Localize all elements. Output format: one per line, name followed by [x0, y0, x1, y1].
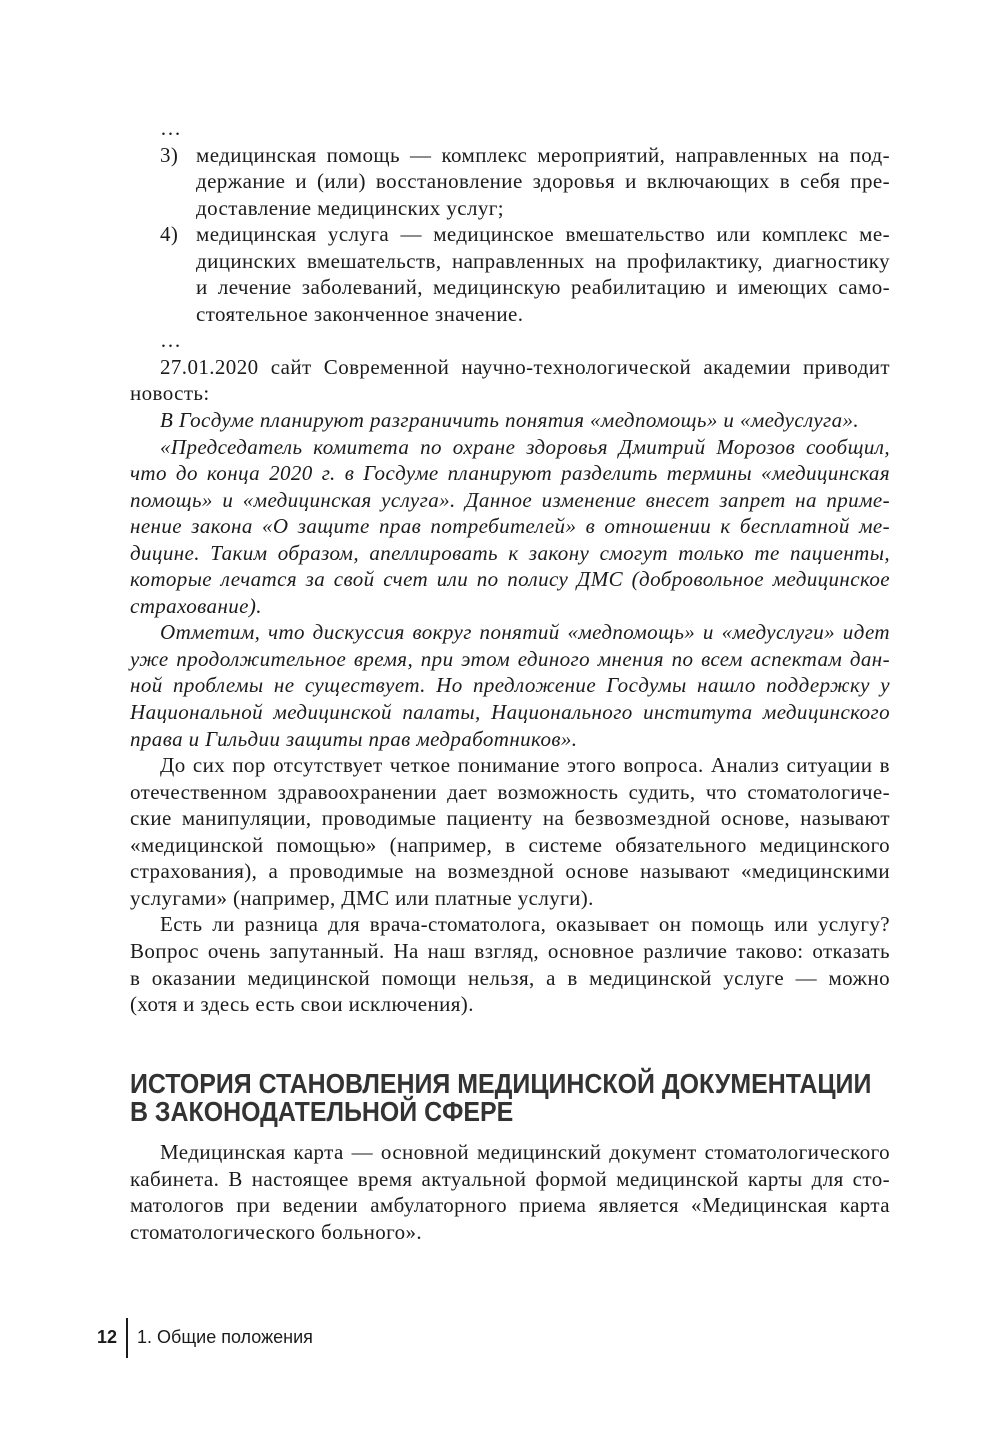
main-text-column	[130, 115, 890, 1018]
list-item-3-line-1: медицинская помощь — комплекс мероприятий, направленных на под-	[196, 142, 890, 167]
p2-line-1: Есть ли разница для врача-стоматолога, оказывает он помощь или услугу?	[160, 912, 890, 937]
p1-line-2: отечественном здравоохранении дает возможность судить, что стоматологиче-	[130, 779, 890, 804]
quote-p1-line-5: дицине. Таким образом, апеллировать к закону смогут только те пациенты,	[130, 540, 890, 565]
intro-line-2: новость:	[130, 381, 210, 406]
list-item-4-line-1: медицинская услуга — медицинское вмешательство или комплекс ме-	[196, 222, 890, 247]
list-item-4	[160, 221, 890, 327]
quote-p2-line-4: Национальной медицинской палаты, Национального института медицинского	[130, 700, 890, 725]
section-p-line-2: кабинета. В настоящее время актуальной формой медицинской карты для сто-	[130, 1166, 890, 1191]
p2-line-3: в оказании медицинской помощи нельзя, а в медицинской услуге — можно	[130, 965, 890, 990]
body-paragraph-1	[130, 752, 890, 911]
p2-line-2: Вопрос очень запутанный. На наш взгляд, основное различие таково: отказать	[130, 938, 890, 963]
quote-p1-line-7: страхование).	[130, 593, 262, 618]
section-heading	[130, 1070, 963, 1126]
list-item-4-line-4: стоятельное законченное значение.	[196, 301, 524, 326]
p1-line-6: услугами» (например, ДМС или платные услуги).	[130, 885, 594, 910]
quote-paragraph-1	[130, 434, 890, 620]
body-paragraph-2	[130, 911, 890, 1017]
p1-line-3: ские манипуляции, проводимые пациенту на безвозмездной основе, называют	[130, 806, 890, 831]
news-quote	[130, 407, 890, 752]
footer-divider	[126, 1318, 128, 1358]
section-p-line-3: матологов при ведении амбулаторного приема является «Медицинская карта	[130, 1193, 890, 1218]
list-item-3	[160, 142, 890, 222]
intro-line-1: 27.01.2020 сайт Современной научно-технологической академии приводит	[160, 354, 890, 379]
p1-line-1: До сих пор отсутствует четкое понимание этого вопроса. Анализ ситуации в	[160, 753, 890, 778]
section-p-line-1: Медицинская карта — основной медицинский документ стоматологического	[160, 1140, 890, 1164]
quote-p1-line-3: помощь» и «медицинская услуга». Данное изменение внесет запрет на приме-	[130, 487, 890, 512]
quote-p1-line-1: «Председатель комитета по охране здоровья Дмитрий Морозов сообщил,	[160, 434, 890, 459]
list-item-3-line-3: доставление медицинских услуг;	[196, 195, 504, 220]
list-item-4-line-2: дицинских вмешательств, направленных на профилактику, диагностику	[196, 248, 890, 273]
page-number: 12	[97, 1327, 118, 1347]
list-item-3-line-2: держание и (или) восстановление здоровья и включающих в себя пре-	[196, 169, 890, 194]
section-text-column	[130, 1139, 890, 1245]
intro-paragraph	[130, 354, 890, 407]
p2-line-4: (хотя и здесь есть свои исключения).	[130, 992, 474, 1017]
ellipsis-top: …	[160, 116, 182, 140]
quote-title: В Госдуме планируют разграничить понятия «медпомощь» и «медуслуга».	[160, 408, 860, 433]
section-heading-line-2: В ЗАКОНОДАТЕЛЬНОЙ СФЕРЕ	[130, 1096, 514, 1127]
p1-line-5: страхования), а проводимые на возмездной основе называют «медицинскими	[130, 859, 890, 884]
section-p-line-4: стоматологического больного».	[130, 1219, 423, 1244]
quote-p1-line-2: что до конца 2020 г. в Госдуме планируют разделить термины «медицинская	[130, 461, 890, 486]
section-heading-line-1: ИСТОРИЯ СТАНОВЛЕНИЯ МЕДИЦИНСКОЙ ДОКУМЕНТАЦИИ	[130, 1068, 872, 1099]
quote-p2-line-3: ной проблемы не существует. Но предложение Госдумы нашло поддержку у	[130, 673, 890, 698]
quote-p2-line-2: уже продолжительное время, при этом единого мнения по всем аспектам дан-	[130, 646, 890, 671]
quote-p1-line-4: нение закона «О защите прав потребителей» в отношении к бесплатной ме-	[130, 514, 890, 539]
ellipsis-bottom: …	[160, 328, 182, 353]
list-marker: 3)	[160, 142, 179, 167]
quote-paragraph-2	[130, 619, 890, 752]
list-item-4-line-3: и лечение заболеваний, медицинскую реабилитацию и имеющих само-	[196, 275, 890, 300]
quote-p2-line-1: Отметим, что дискуссия вокруг понятий «медпомощь» и «медуслуги» идет	[160, 620, 890, 645]
section-paragraph	[130, 1139, 890, 1245]
running-title: 1. Общие положения	[137, 1327, 313, 1347]
quote-p1-line-6: которые лечатся за свой счет или по полису ДМС (добровольное медицинское	[130, 567, 890, 592]
list-marker: 4)	[160, 222, 179, 247]
p1-line-4: «медицинской помощью» (например, в системе обязательного медицинского	[130, 832, 890, 857]
quote-p2-line-5: права и Гильдии защиты прав медработников».	[130, 726, 578, 751]
